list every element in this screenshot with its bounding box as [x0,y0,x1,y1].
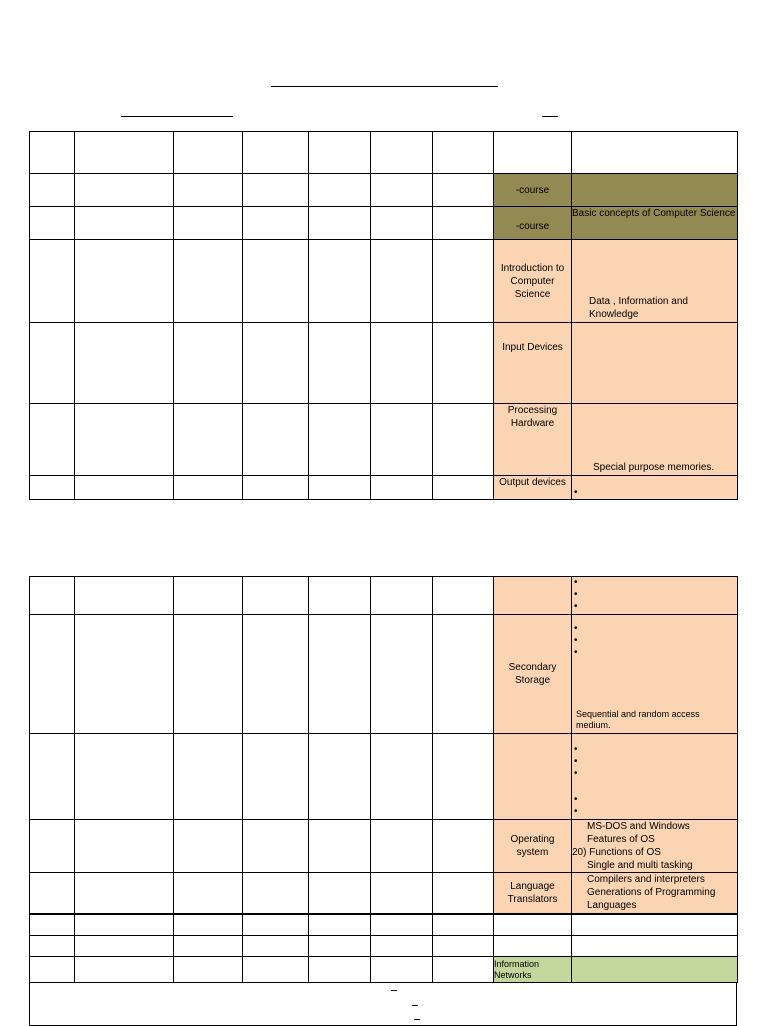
table-row [30,957,738,983]
content-cell [572,615,738,734]
topic-cell: Output devices [494,476,572,500]
bullet: • [574,589,578,600]
bullet: • [574,601,578,612]
content-cell [572,734,738,820]
bullet: • [574,768,578,779]
table-header-row [30,132,738,174]
content-text: Single and multi tasking [587,860,693,871]
bullet: • [574,577,578,588]
content-text: Features of OS [587,834,655,845]
content-cell [572,174,738,207]
topic-cell [494,734,572,820]
content-text: 20) Functions of OS [572,847,661,858]
table-row [30,323,738,404]
content-cell [572,476,738,500]
table-row [30,914,738,936]
topic-cell: Information Networks [494,957,572,983]
table-row [30,734,738,820]
subtitle-underline-right [542,116,558,117]
bullet: • [574,487,578,498]
content-cell: Data , Information and Knowledge [572,240,738,323]
content-cell: Special purpose memories. [572,404,738,476]
bullet: • [574,744,578,755]
topic-cell: Input Devices [494,323,572,404]
bullet: • [574,623,578,634]
topic-cell: -course [494,207,572,240]
bullet: • [574,794,578,805]
content-text: Generations of Programming Languages [587,887,716,912]
bullet: • [574,806,578,817]
topic-cell: Language Translators [494,873,572,914]
content-cell [572,873,738,914]
table-row [30,820,738,873]
table-row [30,577,738,615]
content-cell: Basic concepts of Computer Science [572,207,738,240]
title-underline [271,86,498,87]
bullet: • [574,635,578,646]
content-cell [572,820,738,873]
table-row [30,873,738,914]
table-row [30,476,738,500]
syllabus-table-2 [29,576,738,983]
bullet: • [574,756,578,767]
subtitle-underline-left [121,116,233,117]
content-cell [572,577,738,615]
topic-cell: Secondary Storage [494,615,572,734]
bullet: • [574,647,578,658]
footer-box [29,982,737,1026]
content-cell [572,323,738,404]
table-row [30,240,738,323]
content-text: Compilers and interpreters [587,874,705,886]
dash-mark [391,990,397,991]
topic-cell: Processing Hardware [494,404,572,476]
syllabus-table-1 [29,131,738,500]
table-row [30,207,738,240]
content-cell [572,957,738,983]
table-row [30,404,738,476]
content-text: MS-DOS and Windows [587,821,690,832]
content-text: Sequential and random access medium. [576,709,700,730]
table-row [30,174,738,207]
topic-cell: Operating system [494,820,572,873]
dash-mark [414,1019,420,1020]
table-row [30,936,738,957]
topic-cell: Introduction to Computer Science [494,240,572,323]
table-row [30,615,738,734]
topic-cell [494,577,572,615]
dash-mark [412,1005,418,1006]
topic-cell: -course [494,174,572,207]
